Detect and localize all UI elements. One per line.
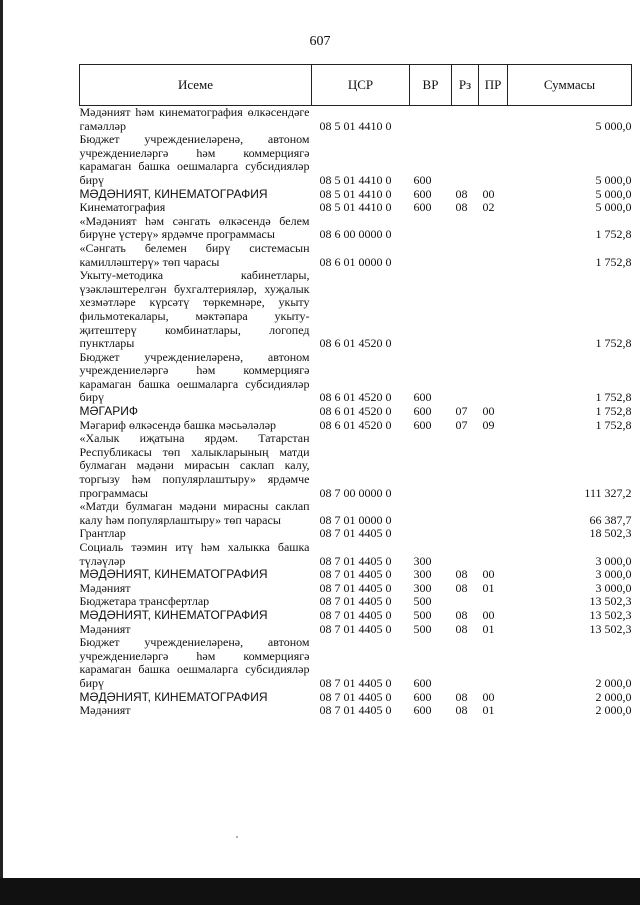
cell-vr: 500: [413, 607, 432, 622]
cell-vr: 500: [413, 594, 432, 609]
table-row: [80, 541, 632, 568]
cell-pr: 00: [482, 186, 495, 201]
cell-csr: 08 7 01 4405 0: [319, 689, 392, 704]
cell-rz: [452, 133, 479, 187]
header-vr: ВР: [410, 65, 452, 106]
cell-sum: 1 752,8: [595, 254, 632, 269]
cell-csr: 08 6 01 4520 0: [319, 336, 392, 351]
table-row: [80, 623, 632, 637]
cell-rz: [452, 636, 479, 690]
table-row: [80, 215, 632, 242]
cell-sum: 3 000,0: [595, 567, 632, 582]
cell-rz: [452, 106, 479, 134]
cell-pr: 00: [482, 607, 495, 622]
cell-vr: [410, 106, 452, 134]
header-pr: ПР: [479, 65, 508, 106]
cell-rz: [452, 432, 479, 500]
cell-vr: 300: [413, 553, 432, 568]
table-row: [80, 269, 632, 351]
header-rz: Рз: [452, 65, 479, 106]
cell-vr: 600: [413, 404, 432, 419]
cell-sum: 1 752,8: [595, 336, 632, 351]
cell-csr: 08 6 01 4520 0: [319, 390, 392, 405]
table-row: [80, 704, 632, 718]
cell-pr: [479, 636, 508, 690]
cell-pr: [479, 351, 508, 405]
cell-rz: 08: [455, 621, 468, 636]
table-row: [80, 582, 632, 596]
cell-name: Социаль тәэмин итү һәм халыкка башка түләүләр: [79, 540, 310, 568]
cell-pr: 01: [482, 580, 495, 595]
cell-pr: 00: [482, 404, 495, 419]
cell-vr: 600: [413, 390, 432, 405]
cell-csr: 08 6 01 0000 0: [319, 254, 392, 269]
cell-vr: [410, 500, 452, 527]
cell-rz: 08: [455, 200, 468, 215]
cell-rz: [452, 527, 479, 541]
cell-pr: [479, 215, 508, 242]
cell-rz: [452, 595, 479, 609]
cell-csr: 08 7 01 4405 0: [319, 607, 392, 622]
cell-vr: 600: [413, 703, 432, 718]
cell-pr: [479, 500, 508, 527]
cell-sum: 2 000,0: [595, 689, 632, 704]
cell-name: Грантлар: [79, 526, 126, 541]
cell-pr: [479, 242, 508, 269]
cell-name: Мәдәният: [79, 621, 131, 636]
table-row: [80, 419, 632, 433]
cell-sum: 5 000,0: [595, 186, 632, 201]
cell-vr: 300: [413, 567, 432, 582]
cell-name: Бюджет учреждениеләренә, автоном учреждениеләргә һәм коммерциягә карамаган башка оешмаларга субсидияләр бирү: [79, 635, 310, 690]
cell-name: МӘДӘНИЯТ, КИНЕМАТОГРАФИЯ: [79, 607, 268, 622]
table-row: [80, 595, 632, 609]
cell-rz: 07: [455, 417, 468, 432]
cell-vr: [410, 432, 452, 500]
cell-name: Бюджетара трансфертлар: [79, 594, 210, 609]
table-row: [80, 609, 632, 623]
cell-pr: [479, 541, 508, 568]
cell-pr: 00: [482, 689, 495, 704]
cell-sum: 5 000,0: [595, 200, 632, 215]
cell-pr: [479, 269, 508, 351]
cell-csr: 08 6 01 4520 0: [319, 404, 392, 419]
cell-csr: 08 7 01 4405 0: [319, 580, 392, 595]
cell-sum: 1 752,8: [595, 404, 632, 419]
header-name: Исеме: [80, 65, 312, 106]
cell-name: МӘГАРИФ: [79, 404, 138, 419]
page-number: 607: [309, 34, 331, 49]
table-row: [80, 568, 632, 582]
cell-name: МӘДӘНИЯТ, КИНЕМАТОГРАФИЯ: [79, 689, 268, 704]
table-header-row: [80, 65, 632, 106]
cell-name: Укыту-методика кабинетлары, үзәкләштерелгән бухгалтерияләр, хуҗалык хезмәтләре күрсәтү төркемнәре, укыту фильмотекалары, мәктәпара укыту-җитештерү комбинатлары, логопед пунктлары: [79, 268, 310, 351]
cell-sum: 5 000,0: [595, 118, 632, 133]
cell-csr: 08 5 01 4410 0: [319, 186, 392, 201]
cell-pr: 00: [482, 567, 495, 582]
cell-rz: 08: [455, 703, 468, 718]
table-row: [80, 500, 632, 527]
table-row: [80, 691, 632, 705]
cell-vr: [410, 242, 452, 269]
cell-vr: 600: [413, 689, 432, 704]
cell-vr: 600: [413, 186, 432, 201]
cell-csr: 08 7 01 4405 0: [319, 526, 392, 541]
cell-rz: [452, 269, 479, 351]
cell-pr: 02: [482, 200, 495, 215]
cell-pr: 01: [482, 703, 495, 718]
cell-rz: [452, 500, 479, 527]
cell-sum: 1 752,8: [595, 390, 632, 405]
scan-speck: [236, 836, 238, 838]
cell-csr: 08 5 01 4410 0: [319, 172, 392, 187]
cell-sum: 13 502,3: [589, 621, 632, 636]
cell-name: «Халык иҗатына ярдәм. Татарстан Республикасы төп халыкларының матди булмаган мәдәни мирасын саклап калу, торгызу һәм популярлаштыру» ярдәмче программасы: [79, 431, 310, 500]
cell-vr: 600: [413, 172, 432, 187]
table-row: [80, 405, 632, 419]
cell-name: Бюджет учреждениеләренә, автоном учреждениеләргә һәм коммерциягә карамаган башка оешмаларга субсидияләр бирү: [79, 132, 310, 187]
cell-rz: [452, 351, 479, 405]
cell-csr: 08 7 01 4405 0: [319, 621, 392, 636]
cell-pr: [479, 595, 508, 609]
cell-name: «Мәдәният һәм сәнгать өлкәсендә белем бирүне үстерү» ярдәмче программасы: [79, 213, 310, 242]
cell-vr: 600: [413, 675, 432, 690]
cell-sum: 3 000,0: [595, 580, 632, 595]
cell-sum: 13 502,3: [589, 594, 632, 609]
cell-rz: 07: [455, 404, 468, 419]
cell-sum: 1 752,8: [595, 227, 632, 242]
table-row: [80, 242, 632, 269]
cell-name: Мәгариф өлкәсендә башка мәсьәләләр: [79, 417, 277, 432]
cell-vr: 600: [413, 200, 432, 215]
cell-rz: 08: [455, 607, 468, 622]
cell-sum: 66 387,7: [589, 512, 632, 527]
cell-sum: 2 000,0: [595, 675, 632, 690]
cell-pr: [479, 106, 508, 134]
table-row: [80, 188, 632, 202]
cell-sum: 18 502,3: [589, 526, 632, 541]
cell-name: «Матди булмаган мәдәни мирасны саклап калу һәм популярлаштыру» төп чарасы: [79, 499, 310, 527]
cell-pr: [479, 527, 508, 541]
cell-csr: 08 7 01 4405 0: [319, 594, 392, 609]
cell-csr: 08 7 01 4405 0: [319, 703, 392, 718]
cell-name: Бюджет учреждениеләренә, автоном учреждениеләргә һәм коммерциягә карамаган башка оешмаларга субсидияләр бирү: [79, 349, 310, 405]
budget-table: [79, 64, 632, 718]
cell-rz: [452, 541, 479, 568]
cell-csr: 08 7 01 0000 0: [319, 512, 392, 527]
cell-vr: 500: [413, 621, 432, 636]
cell-rz: [452, 242, 479, 269]
cell-vr: 600: [413, 417, 432, 432]
cell-name: Кинематография: [79, 200, 166, 215]
cell-csr: 08 7 00 0000 0: [319, 485, 392, 500]
table-row: [80, 432, 632, 500]
cell-pr: 01: [482, 621, 495, 636]
cell-rz: 08: [455, 567, 468, 582]
table-body: [80, 106, 632, 718]
cell-rz: 08: [455, 580, 468, 595]
cell-sum: 111 327,2: [584, 485, 632, 500]
header-sum: Суммасы: [508, 65, 632, 106]
cell-name: Мәдәният һәм кинематография өлкәсендәге гамәлләр: [79, 105, 310, 133]
table-row: [80, 106, 632, 134]
cell-pr: [479, 133, 508, 187]
cell-vr: [410, 527, 452, 541]
scan-left-edge: [0, 0, 3, 905]
cell-name: «Сәнгать белемен бирү системасын камилләштерү» төп чарасы: [79, 240, 310, 269]
cell-name: Мәдәният: [79, 580, 131, 595]
header-csr: ЦСР: [312, 65, 410, 106]
cell-csr: 08 5 01 4410 0: [319, 200, 392, 215]
cell-sum: 13 502,3: [589, 607, 632, 622]
cell-name: МӘДӘНИЯТ, КИНЕМАТОГРАФИЯ: [79, 186, 268, 201]
cell-rz: [452, 215, 479, 242]
cell-sum: 2 000,0: [595, 703, 632, 718]
cell-sum: 1 752,8: [595, 417, 632, 432]
table-row: [80, 351, 632, 405]
cell-name: Мәдәният: [79, 703, 131, 718]
cell-sum: 5 000,0: [595, 172, 632, 187]
table-row: [80, 636, 632, 690]
cell-pr: 09: [482, 417, 495, 432]
cell-sum: 3 000,0: [595, 553, 632, 568]
scan-bottom-edge: [0, 878, 640, 905]
cell-csr: 08 7 01 4405 0: [319, 553, 392, 568]
cell-csr: 08 7 01 4405 0: [319, 675, 392, 690]
cell-csr: 08 5 01 4410 0: [319, 118, 392, 133]
cell-rz: 08: [455, 186, 468, 201]
cell-name: МӘДӘНИЯТ, КИНЕМАТОГРАФИЯ: [79, 567, 268, 582]
cell-vr: [410, 215, 452, 242]
table-row: [80, 133, 632, 187]
cell-csr: 08 6 00 0000 0: [319, 227, 392, 242]
cell-rz: 08: [455, 689, 468, 704]
table-row: [80, 201, 632, 215]
cell-vr: 300: [413, 580, 432, 595]
cell-pr: [479, 432, 508, 500]
cell-csr: 08 6 01 4520 0: [319, 417, 392, 432]
cell-csr: 08 7 01 4405 0: [319, 567, 392, 582]
cell-vr: [410, 269, 452, 351]
table-row: [80, 527, 632, 541]
